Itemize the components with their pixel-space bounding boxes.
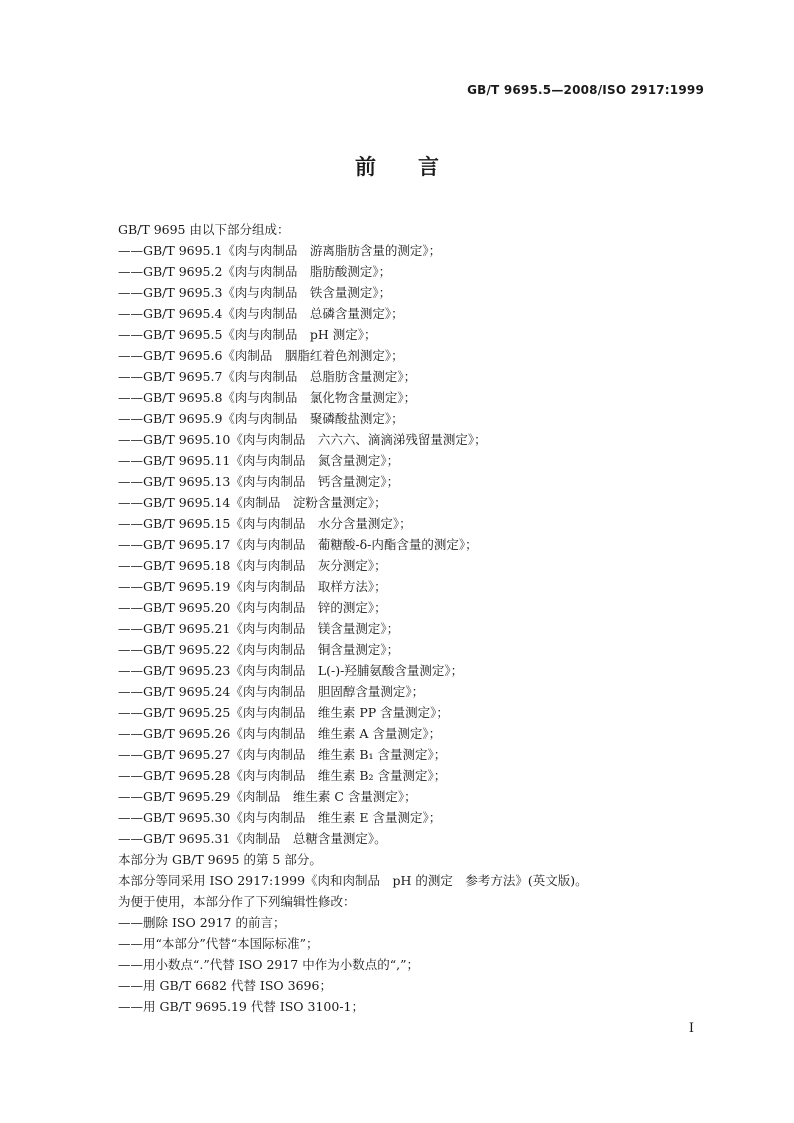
list-item: ——GB/T 9695.1《肉与肉制品 游离脂肪含量的测定》； xyxy=(118,243,442,258)
list-item: ——GB/T 9695.3《肉与肉制品 铁含量测定》； xyxy=(118,285,392,300)
list-item: ——GB/T 9695.19《肉与肉制品 取样方法》； xyxy=(118,579,387,594)
statement-line: 本部分等同采用 ISO 2917:1999《肉和肉制品 pH 的测定 参考方法》(英文版)。 xyxy=(118,873,588,888)
list-item: ——GB/T 9695.9《肉与肉制品 聚磷酸盐测定》； xyxy=(118,411,404,426)
list-item: ——删除 ISO 2917 的前言； xyxy=(118,915,286,930)
list-item: ——GB/T 9695.23《肉与肉制品 L(-)-羟脯氨酸含量测定》； xyxy=(118,663,464,678)
standard-code: GB/T 9695.5—2008/ISO 2917:1999 xyxy=(467,83,704,97)
list-item: ——用“本部分”代替“本国际标准”； xyxy=(118,936,319,951)
list-item: ——GB/T 9695.15《肉与肉制品 水分含量测定》； xyxy=(118,516,412,531)
list-item: ——GB/T 9695.28《肉与肉制品 维生素 B₂ 含量测定》； xyxy=(118,768,447,783)
list-item: ——GB/T 9695.27《肉与肉制品 维生素 B₁ 含量测定》； xyxy=(118,747,447,762)
list-item: ——GB/T 9695.29《肉制品 维生素 C 含量测定》； xyxy=(118,789,417,804)
list-item: ——GB/T 9695.10《肉与肉制品 六六六、滴滴涕残留量测定》； xyxy=(118,432,487,447)
list-item: ——GB/T 9695.11《肉与肉制品 氮含量测定》； xyxy=(118,453,400,468)
list-item: ——用小数点“.”代替 ISO 2917 中作为小数点的“,”； xyxy=(118,957,419,972)
list-item: ——GB/T 9695.30《肉与肉制品 维生素 E 含量测定》； xyxy=(118,810,442,825)
parts-list xyxy=(118,240,718,849)
list-item: ——GB/T 9695.7《肉与肉制品 总脂肪含量测定》； xyxy=(118,369,417,384)
list-item: ——GB/T 9695.2《肉与肉制品 脂肪酸测定》； xyxy=(118,264,392,279)
list-item: ——GB/T 9695.18《肉与肉制品 灰分测定》； xyxy=(118,558,387,573)
list-item: ——GB/T 9695.13《肉与肉制品 钙含量测定》； xyxy=(118,474,400,489)
list-item: ——GB/T 9695.4《肉与肉制品 总磷含量测定》； xyxy=(118,306,404,321)
list-item: ——GB/T 9695.31《肉制品 总糖含量测定》。 xyxy=(118,831,387,846)
list-item: ——GB/T 9695.17《肉与肉制品 葡糖酸-δ-内酯含量的测定》； xyxy=(118,537,478,552)
list-item: ——用 GB/T 6682 代替 ISO 3696； xyxy=(118,978,332,993)
list-item: ——GB/T 9695.21《肉与肉制品 镁含量测定》； xyxy=(118,621,400,636)
list-item: ——GB/T 9695.14《肉制品 淀粉含量测定》； xyxy=(118,495,387,510)
intro-line: GB/T 9695 由以下部分组成： xyxy=(118,222,290,237)
list-item: ——GB/T 9695.26《肉与肉制品 维生素 A 含量测定》； xyxy=(118,726,442,741)
statements xyxy=(118,849,718,912)
preface-body xyxy=(118,219,718,1017)
list-item: ——GB/T 9695.6《肉制品 胭脂红着色剂测定》； xyxy=(118,348,404,363)
statement-line: 为便于使用，本部分作了下列编辑性修改： xyxy=(118,894,356,909)
list-item: ——GB/T 9695.8《肉与肉制品 氯化物含量测定》； xyxy=(118,390,417,405)
edits-list xyxy=(118,912,718,1017)
list-item: ——GB/T 9695.5《肉与肉制品 pH 测定》； xyxy=(118,327,377,342)
statement-line: 本部分为 GB/T 9695 的第 5 部分。 xyxy=(118,852,322,867)
list-item: ——GB/T 9695.20《肉与肉制品 锌的测定》； xyxy=(118,600,387,615)
list-item: ——GB/T 9695.25《肉与肉制品 维生素 PP 含量测定》； xyxy=(118,705,449,720)
page-number: I xyxy=(688,1021,694,1036)
list-item: ——用 GB/T 9695.19 代替 ISO 3100-1； xyxy=(118,999,365,1014)
list-item: ——GB/T 9695.24《肉与肉制品 胆固醇含量测定》； xyxy=(118,684,425,699)
page-title: 前 言 xyxy=(355,155,439,179)
list-item: ——GB/T 9695.22《肉与肉制品 铜含量测定》； xyxy=(118,642,400,657)
